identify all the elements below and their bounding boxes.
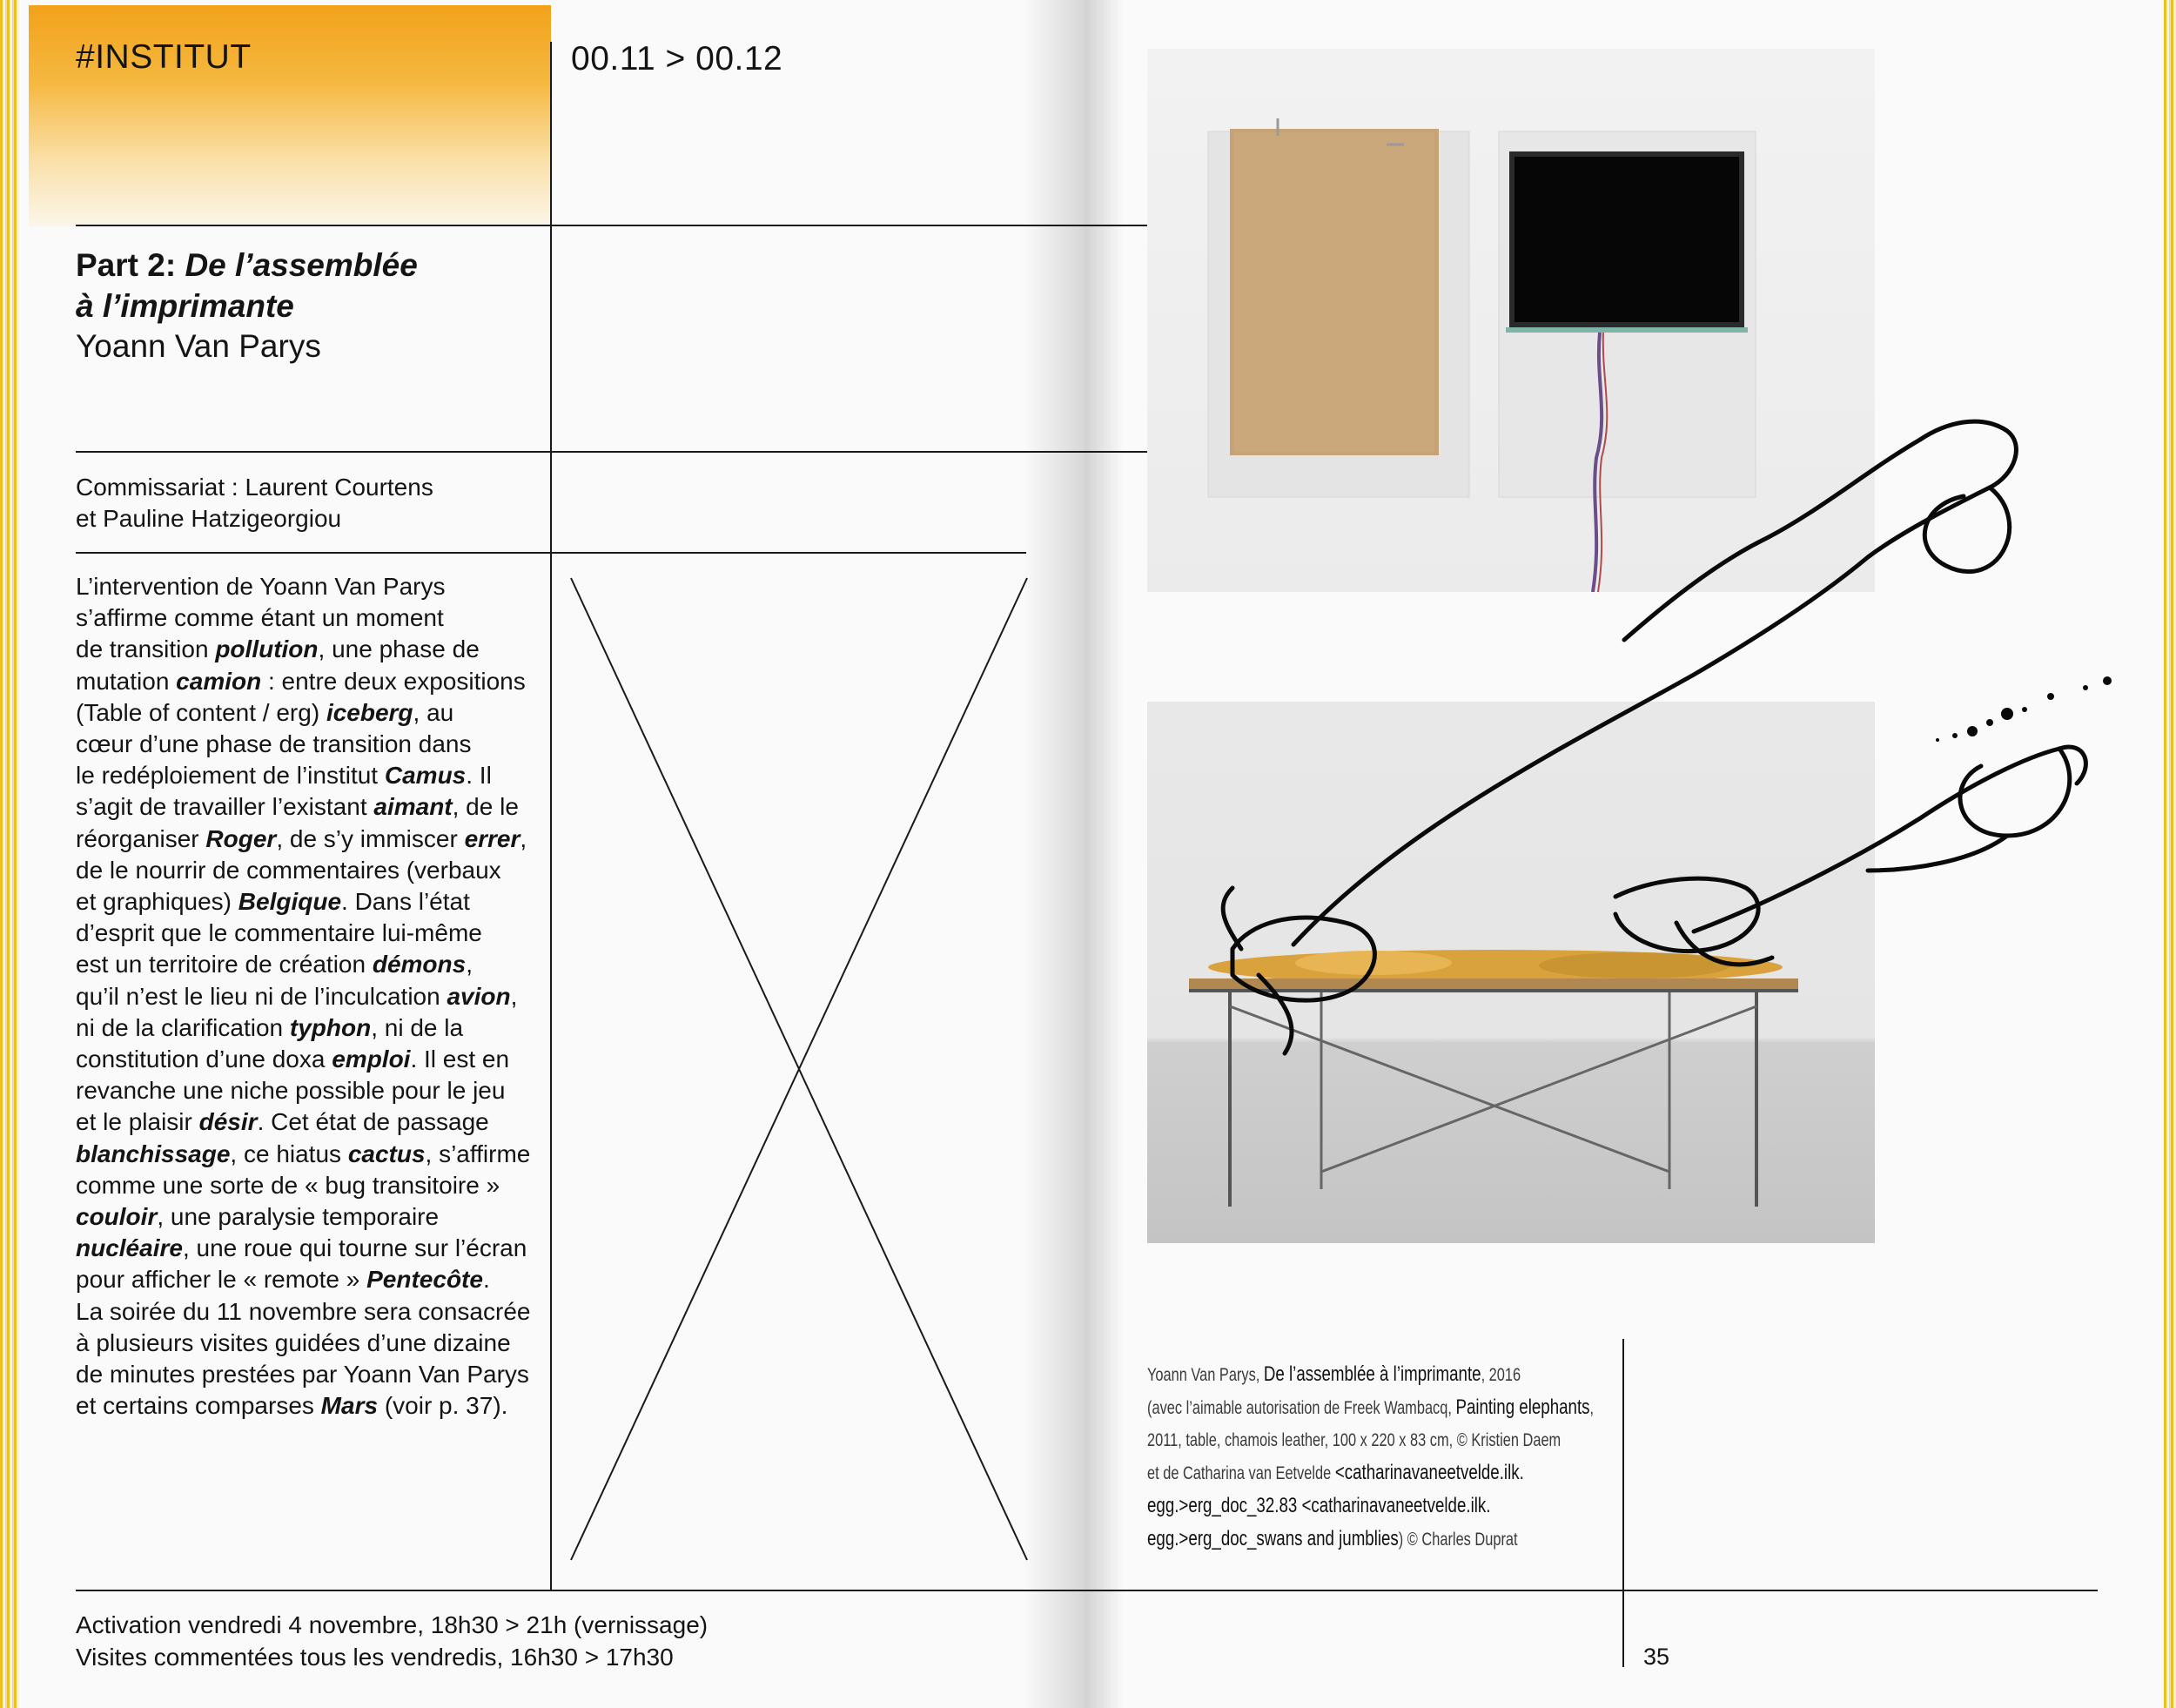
right-page xyxy=(1085,0,2176,1708)
body-line: nucléaire, une roue qui tourne sur l’écran xyxy=(76,1234,527,1262)
body-line: L’intervention de Yoann Van Parys xyxy=(76,573,446,600)
keyword: démons xyxy=(372,951,467,978)
keyword: Pentecôte xyxy=(366,1266,483,1294)
keyword: avion xyxy=(447,982,511,1010)
keyword: couloir xyxy=(76,1203,158,1231)
caption-line: egg.>erg_doc_32.83 <catharinavaneetvelde.ilk. xyxy=(1147,1494,1491,1517)
keyword: emploi xyxy=(332,1046,411,1073)
date-range: 00.11 > 00.12 xyxy=(571,40,783,77)
body-line: à plusieurs visites guidées d’une dizaine xyxy=(76,1328,511,1356)
keyword: Camus xyxy=(384,762,467,790)
keyword: Roger xyxy=(205,824,277,852)
artist-name: Yoann Van Parys xyxy=(76,328,321,364)
body-line: cœur d’une phase de transition dans xyxy=(76,730,472,758)
body-line: de minutes prestées par Yoann Van Parys xyxy=(76,1361,529,1389)
curators-line2: et Pauline Hatzigeorgiou xyxy=(76,505,342,532)
body-line: qu’il n’est le lieu ni de l’inculcation avion, xyxy=(76,982,518,1010)
keyword: iceberg xyxy=(326,698,413,726)
keyword: Mars xyxy=(320,1392,379,1420)
body-line: La soirée du 11 novembre sera consacrée xyxy=(76,1297,531,1325)
keyword: nucléaire xyxy=(76,1234,183,1262)
body-line: et le plaisir désir. Cet état de passage xyxy=(76,1108,489,1136)
caption-line: Yoann Van Parys, De l’assemblée à l’imprimante, 2016 xyxy=(1147,1362,1521,1386)
body-line: s’agit de travailler l’existant aimant, de le xyxy=(76,793,519,821)
body-line: mutation camion : entre deux expositions xyxy=(76,667,526,695)
body-line: couloir, une paralysie temporaire xyxy=(76,1203,440,1231)
keyword: errer xyxy=(464,824,520,852)
body-line: ni de la clarification typhon, ni de la xyxy=(76,1013,464,1041)
keyword: Belgique xyxy=(238,888,342,916)
body-line: constitution d’une doxa emploi. Il est en xyxy=(76,1046,510,1073)
body-line: comme une sorte de « bug transitoire » xyxy=(76,1171,500,1199)
part-label: Part 2: xyxy=(76,247,177,283)
left-page xyxy=(0,0,1085,1708)
body-line: réorganiser Roger, de s’y immiscer errer, xyxy=(76,824,527,852)
keyword: aimant xyxy=(373,793,453,821)
body-line: d’esprit que le commentaire lui-même xyxy=(76,919,482,947)
title-text-1: De l’assemblée xyxy=(185,247,418,283)
body-line: est un territoire de création démons, xyxy=(76,951,473,978)
cross-graphic xyxy=(0,0,1085,1708)
photo-caption xyxy=(1147,1358,1594,1556)
footer-activation: Activation vendredi 4 novembre, 18h30 > 21h (vernissage) xyxy=(76,1611,709,1638)
body-line: revanche une niche possible pour le jeu xyxy=(76,1077,506,1105)
body-line: s’affirme comme étant un moment xyxy=(76,604,444,632)
section-tag: #INSTITUT xyxy=(76,38,252,76)
title-text-2: à l’imprimante xyxy=(76,288,294,324)
body-line: pour afficher le « remote » Pentecôte. xyxy=(76,1266,490,1294)
page-number: 35 xyxy=(1643,1644,1670,1670)
keyword: cactus xyxy=(347,1140,426,1167)
footer-visits: Visites commentées tous les vendredis, 16h30 > 17h30 xyxy=(76,1644,674,1671)
keyword: camion xyxy=(176,667,262,695)
caption-line: 2011, table, chamois leather, 100 x 220 x 83 cm, © Kristien Daem xyxy=(1147,1430,1561,1450)
caption-line: et de Catharina van Eetvelde <catharinavaneetvelde.ilk. xyxy=(1147,1461,1524,1484)
keyword: blanchissage xyxy=(76,1140,231,1167)
body-line: blanchissage, ce hiatus cactus, s’affirme xyxy=(76,1140,531,1167)
ink-splatter xyxy=(1936,676,2112,742)
body-line: et certains comparses Mars (voir p. 37). xyxy=(76,1392,508,1420)
body-line: de le nourrir de commentaires (verbaux xyxy=(76,856,501,884)
caption-line: (avec l’aimable autorisation de Freek Wambacq, Painting elephants, xyxy=(1147,1395,1595,1419)
body-line: de transition pollution, une phase de xyxy=(76,635,480,663)
body-line: (Table of content / erg) iceberg, au xyxy=(76,698,454,726)
keyword: désir xyxy=(198,1108,258,1136)
body-line: le redéploiement de l’institut Camus. Il xyxy=(76,762,492,790)
keyword: typhon xyxy=(289,1013,372,1041)
curators-line1: Commissariat : Laurent Courtens xyxy=(76,474,433,501)
keyword: pollution xyxy=(215,635,319,663)
caption-line: egg.>erg_doc_swans and jumblies) © Charles Duprat xyxy=(1147,1527,1518,1550)
body-line: et graphiques) Belgique. Dans l’état xyxy=(76,888,470,916)
